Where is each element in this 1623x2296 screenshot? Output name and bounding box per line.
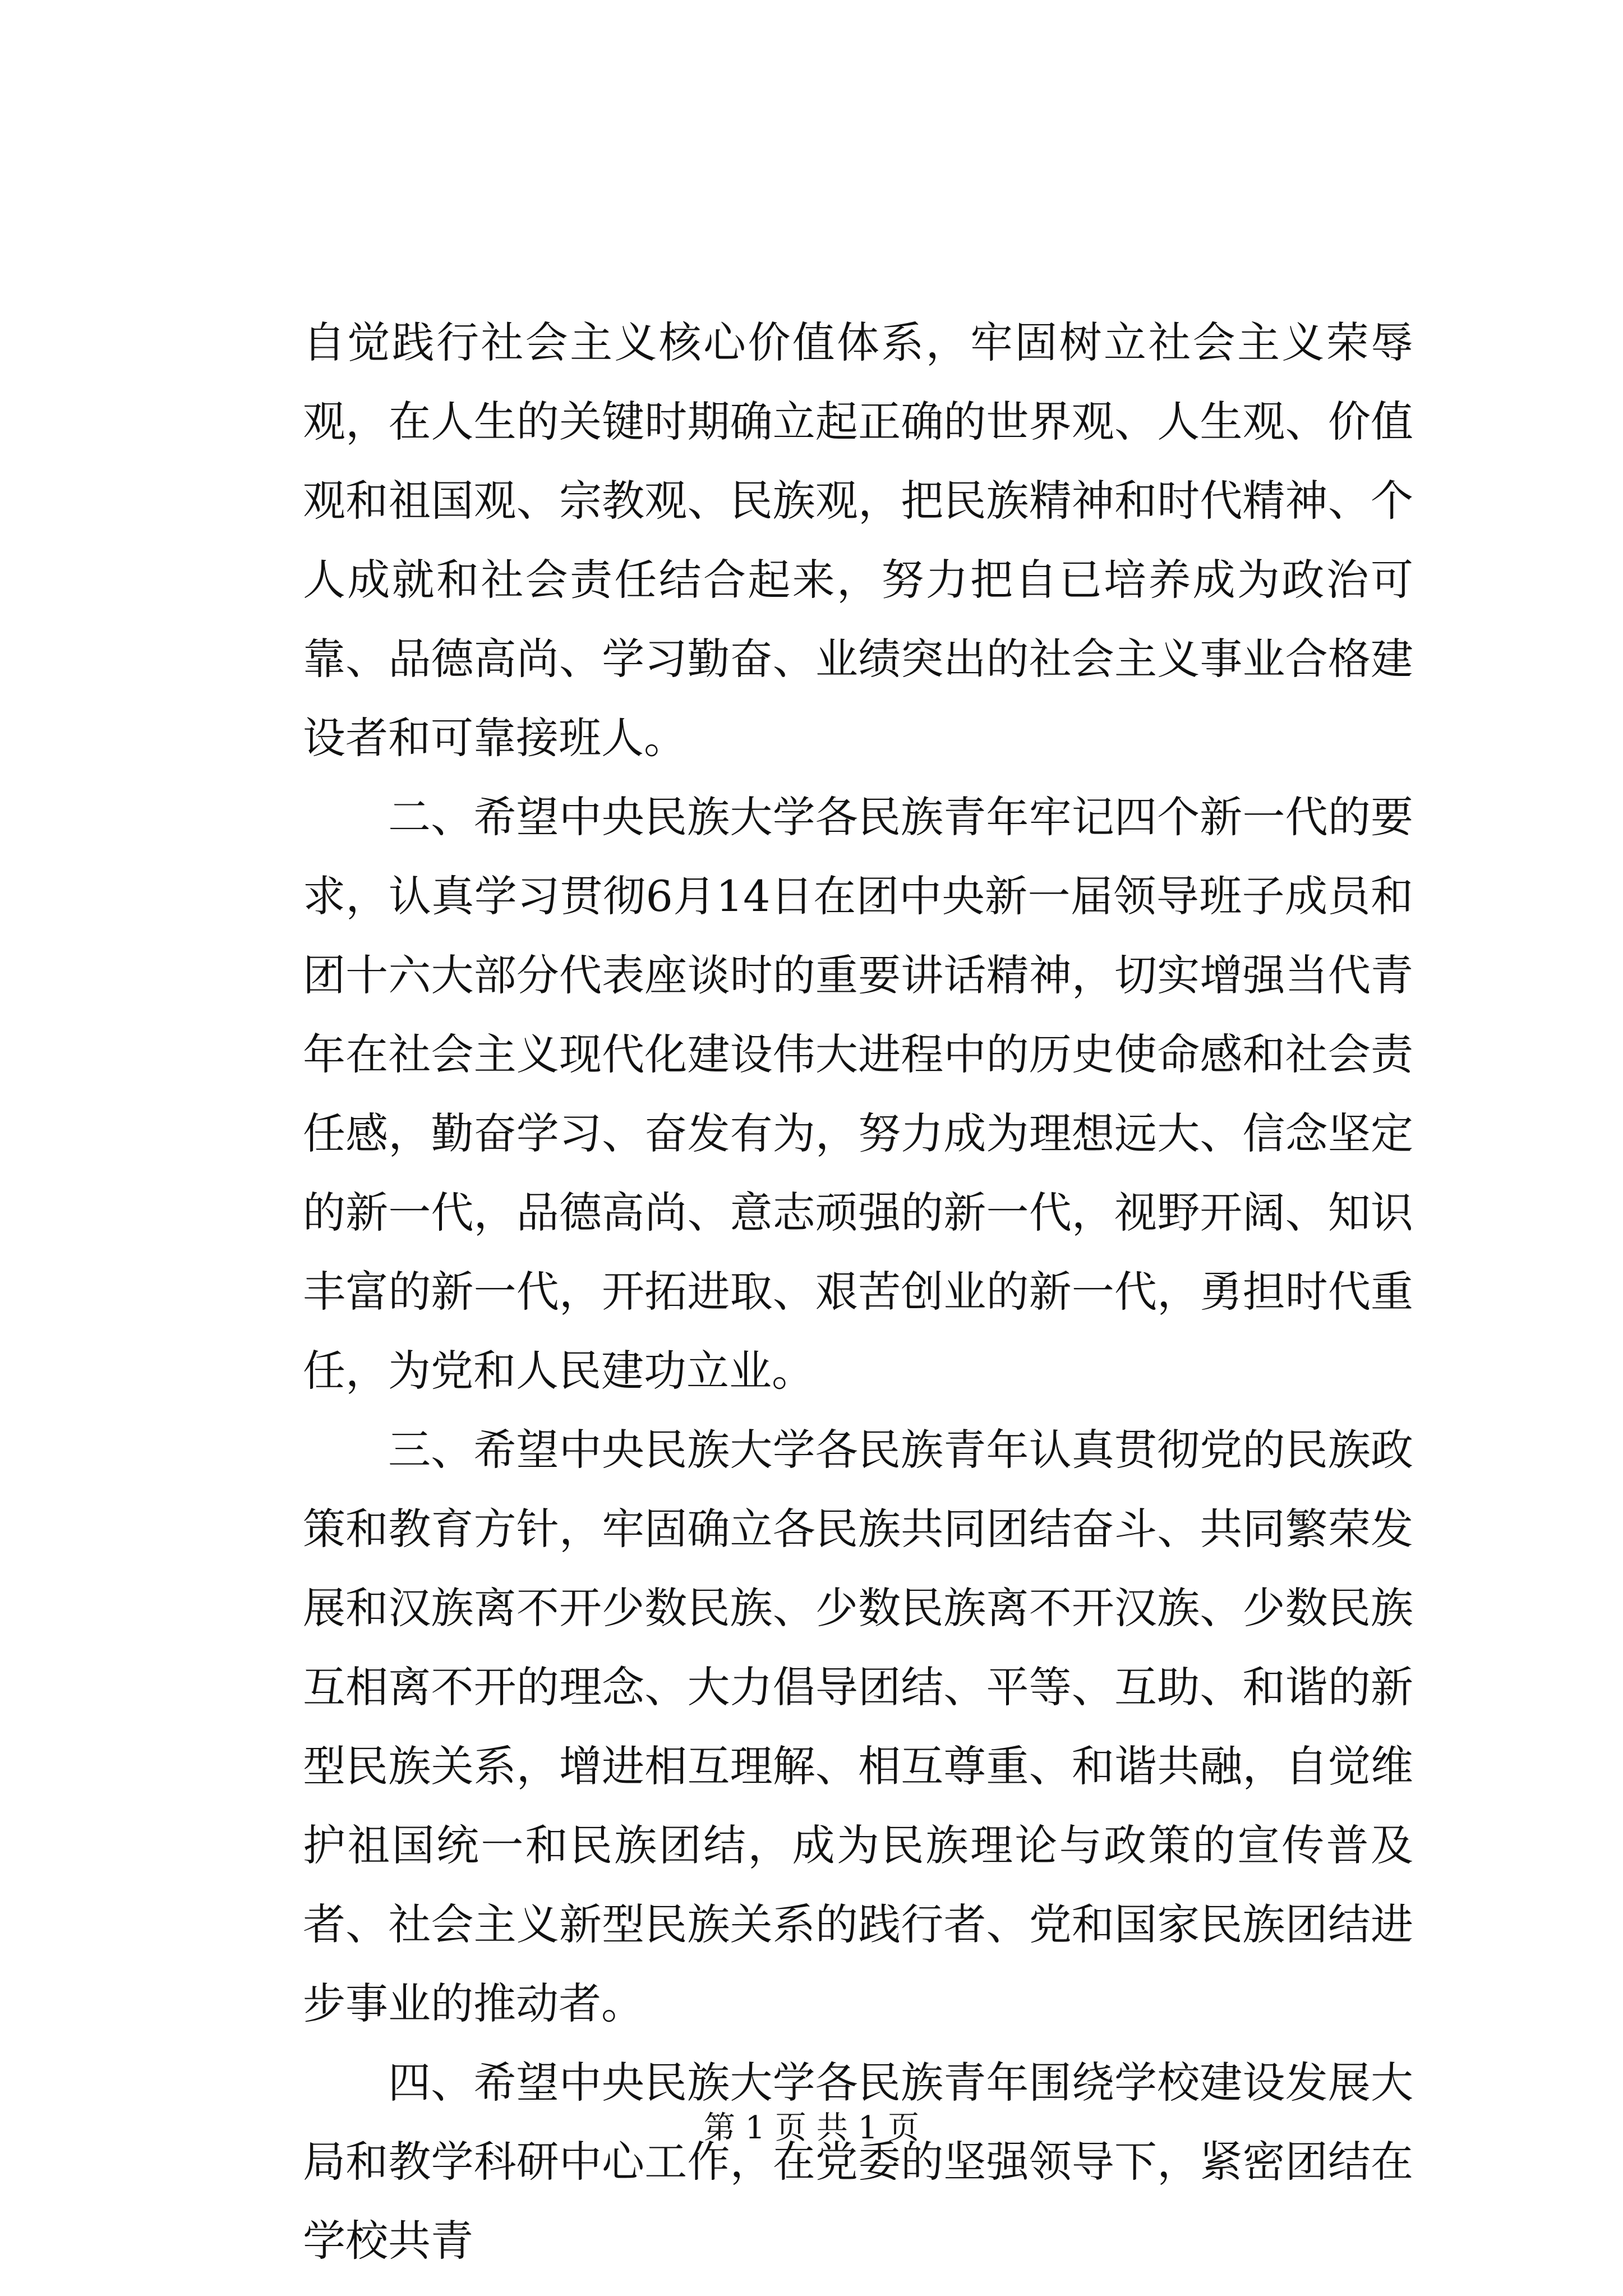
- paragraph-item-four: 四、希望中央民族大学各民族青年围绕学校建设发展大局和教学科研中心工作，在党委的坚强领导下，紧密团结在学校共青: [303, 2058, 1413, 2266]
- document-body: [303, 303, 1413, 2280]
- paragraph-item-three: 三、希望中央民族大学各民族青年认真贯彻党的民族政策和教育方针，牢固确立各民族共同团结奋斗、共同繁荣发展和汉族离不开少数民族、少数民族离不开汉族、少数民族互相离不开的理念、大力倡导团结、平等、互助、和谐的新型民族关系，增进相互理解、相互尊重、和谐共融，自觉维护祖国统一和民族团结，成为民族理论与政策的宣传普及者、社会主义新型民族关系的践行者、党和国家民族团结进步事业的推动者。: [303, 1425, 1413, 2028]
- page-number-footer: 第 1 页 共 1 页: [703, 2110, 920, 2146]
- paragraph-item-two: 二、希望中央民族大学各民族青年牢记四个新一代的要求，认真学习贯彻6月14日在团中央新一届领导班子成员和团十六大部分代表座谈时的重要讲话精神，切实增强当代青年在社会主义现代化建设伟大进程中的历史使命感和社会责任感，勤奋学习、奋发有为，努力成为理想远大、信念坚定的新一代，品德高尚、意志顽强的新一代，视野开阔、知识丰富的新一代，开拓进取、艰苦创业的新一代，勇担时代重任，为党和人民建功立业。: [303, 792, 1413, 1396]
- paragraph-continuation: 自觉践行社会主义核心价值体系，牢固树立社会主义荣辱观，在人生的关键时期确立起正确的世界观、人生观、价值观和祖国观、宗教观、民族观，把民族精神和时代精神、个人成就和社会责任结合起来，努力把自已培养成为政治可靠、品德高尚、学习勤奋、业绩突出的社会主义事业合格建设者和可靠接班人。: [303, 318, 1413, 763]
